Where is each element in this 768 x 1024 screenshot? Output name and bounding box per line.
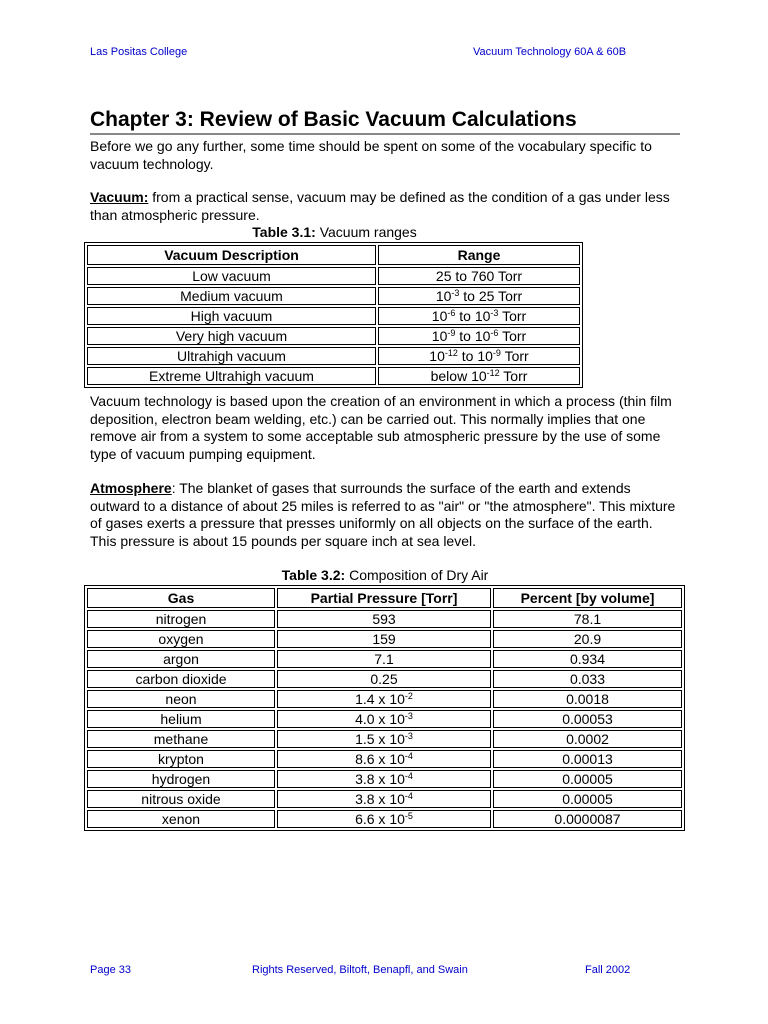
table2-caption-label: Table 3.2: bbox=[281, 567, 346, 583]
percent-volume-cell: 0.0000087 bbox=[493, 810, 682, 828]
partial-pressure-cell: 6.6 x $10^{-5}$ bbox=[277, 810, 491, 828]
partial-pressure-cell: 0.25 bbox=[277, 670, 491, 688]
atmosphere-definition bbox=[90, 480, 680, 550]
footer-date: Fall 2002 bbox=[585, 964, 631, 976]
partial-pressure-cell: 1.4 x $10^{-2}$ bbox=[277, 690, 491, 708]
partial-pressure-cell: 159 bbox=[277, 630, 491, 648]
table-row bbox=[87, 670, 682, 688]
gas-name-cell: oxygen bbox=[87, 630, 275, 648]
partial-pressure-cell: 3.8 x $10^{-4}$ bbox=[277, 790, 491, 808]
vacuum-definition-text: from a practical sense, vacuum may be defined as the condition of a gas under less than atmospheric pressure. bbox=[90, 189, 670, 223]
dry-air-composition-table bbox=[84, 585, 685, 831]
vacuum-description-cell: Medium vacuum bbox=[87, 287, 376, 305]
table-row bbox=[87, 770, 682, 788]
vacuum-range-cell: 25 to 760 Torr bbox=[378, 267, 580, 285]
table-row bbox=[87, 287, 580, 305]
atmosphere-definition-text: : The blanket of gases that surrounds the surface of the earth and extends outward to a distance of about 25 miles is referred to as "air" or "the atmosphere". This mixture of gases exerts a pressure that presses uniformly on all objects on the surface of the earth. This pressure is about 15 pounds per square inch at sea level. bbox=[90, 480, 676, 549]
vacuum-description-cell: Very high vacuum bbox=[87, 327, 376, 345]
percent-volume-cell: 78.1 bbox=[493, 610, 682, 628]
gas-name-cell: carbon dioxide bbox=[87, 670, 275, 688]
percent-volume-cell: 0.00005 bbox=[493, 770, 682, 788]
table-row bbox=[87, 327, 580, 345]
percent-volume-cell: 0.00005 bbox=[493, 790, 682, 808]
intro-paragraph: Before we go any further, some time should be spent on some of the vocabulary specific to vacuum technology. bbox=[90, 138, 652, 172]
table-row bbox=[87, 810, 682, 828]
gas-name-cell: krypton bbox=[87, 750, 275, 768]
table1-caption-label: Table 3.1: bbox=[252, 224, 316, 240]
footer-page-number: Page 33 bbox=[90, 964, 131, 976]
table-row bbox=[87, 367, 580, 385]
table-row bbox=[87, 650, 682, 668]
table-row bbox=[87, 790, 682, 808]
table2-caption-text: Composition of Dry Air bbox=[345, 567, 489, 583]
table-row bbox=[87, 730, 682, 748]
percent-volume-cell: 0.00053 bbox=[493, 710, 682, 728]
table2-header-percent: Percent [by volume] bbox=[493, 588, 682, 608]
table1-header-description: Vacuum Description bbox=[87, 245, 376, 265]
partial-pressure-cell: 7.1 bbox=[277, 650, 491, 668]
partial-pressure-cell: 1.5 x $10^{-3}$ bbox=[277, 730, 491, 748]
table1-header-range: Range bbox=[378, 245, 580, 265]
partial-pressure-cell: 593 bbox=[277, 610, 491, 628]
table-row bbox=[87, 690, 682, 708]
vacuum-technology-paragraph: Vacuum technology is based upon the creation of an environment in which a process (thin film deposition, electron beam welding, etc.) can be carried out. This normally implies that one remove air from a system to some acceptable sub atmospheric pressure by the use of some type of vacuum pumping equipment. bbox=[90, 393, 672, 462]
partial-pressure-cell: 8.6 x $10^{-4}$ bbox=[277, 750, 491, 768]
header-left: Las Positas College bbox=[90, 46, 188, 58]
gas-name-cell: helium bbox=[87, 710, 275, 728]
header-right: Vacuum Technology 60A & 60B bbox=[473, 46, 627, 58]
table2-header-row bbox=[87, 588, 682, 608]
percent-volume-cell: 0.00013 bbox=[493, 750, 682, 768]
table-row bbox=[87, 710, 682, 728]
gas-name-cell: neon bbox=[87, 690, 275, 708]
percent-volume-cell: 0.033 bbox=[493, 670, 682, 688]
vacuum-range-cell: $10^{-6}$ to $10^{-3}$ Torr bbox=[378, 307, 580, 325]
table-row bbox=[87, 610, 682, 628]
footer-rights: Rights Reserved, Biltoft, Benapfl, and Swain bbox=[252, 964, 468, 976]
partial-pressure-cell: 3.8 x $10^{-4}$ bbox=[277, 770, 491, 788]
percent-volume-cell: 0.0018 bbox=[493, 690, 682, 708]
table-row bbox=[87, 347, 580, 365]
table-row bbox=[87, 307, 580, 325]
vacuum-range-cell: below $10^{-12}$ Torr bbox=[378, 367, 580, 385]
vacuum-definition bbox=[90, 189, 680, 224]
table1-caption-text: Vacuum ranges bbox=[315, 224, 417, 240]
vacuum-description-cell: Ultrahigh vacuum bbox=[87, 347, 376, 365]
vacuum-ranges-table bbox=[84, 242, 583, 388]
gas-name-cell: nitrogen bbox=[87, 610, 275, 628]
vacuum-range-cell: $10^{-9}$ to $10^{-6}$ Torr bbox=[378, 327, 580, 345]
page-title: Chapter 3: Review of Basic Vacuum Calculations bbox=[90, 108, 680, 135]
table-row bbox=[87, 750, 682, 768]
vacuum-range-cell: $10^{-3}$ to 25 Torr bbox=[378, 287, 580, 305]
vacuum-description-cell: Low vacuum bbox=[87, 267, 376, 285]
partial-pressure-cell: 4.0 x $10^{-3}$ bbox=[277, 710, 491, 728]
vacuum-description-cell: Extreme Ultrahigh vacuum bbox=[87, 367, 376, 385]
gas-name-cell: argon bbox=[87, 650, 275, 668]
vacuum-term: Vacuum: bbox=[90, 189, 149, 205]
table-row bbox=[87, 267, 580, 285]
table2-caption bbox=[86, 567, 684, 583]
table-row bbox=[87, 630, 682, 648]
vacuum-description-cell: High vacuum bbox=[87, 307, 376, 325]
table2-header-pressure: Partial Pressure [Torr] bbox=[277, 588, 491, 608]
gas-name-cell: xenon bbox=[87, 810, 275, 828]
percent-volume-cell: 20.9 bbox=[493, 630, 682, 648]
table1-caption bbox=[86, 224, 583, 240]
table1-header-row bbox=[87, 245, 580, 265]
table2-header-gas: Gas bbox=[87, 588, 275, 608]
atmosphere-term: Atmosphere bbox=[90, 480, 172, 496]
percent-volume-cell: 0.934 bbox=[493, 650, 682, 668]
vacuum-range-cell: $10^{-12}$ to $10^{-9}$ Torr bbox=[378, 347, 580, 365]
gas-name-cell: nitrous oxide bbox=[87, 790, 275, 808]
gas-name-cell: methane bbox=[87, 730, 275, 748]
percent-volume-cell: 0.0002 bbox=[493, 730, 682, 748]
gas-name-cell: hydrogen bbox=[87, 770, 275, 788]
